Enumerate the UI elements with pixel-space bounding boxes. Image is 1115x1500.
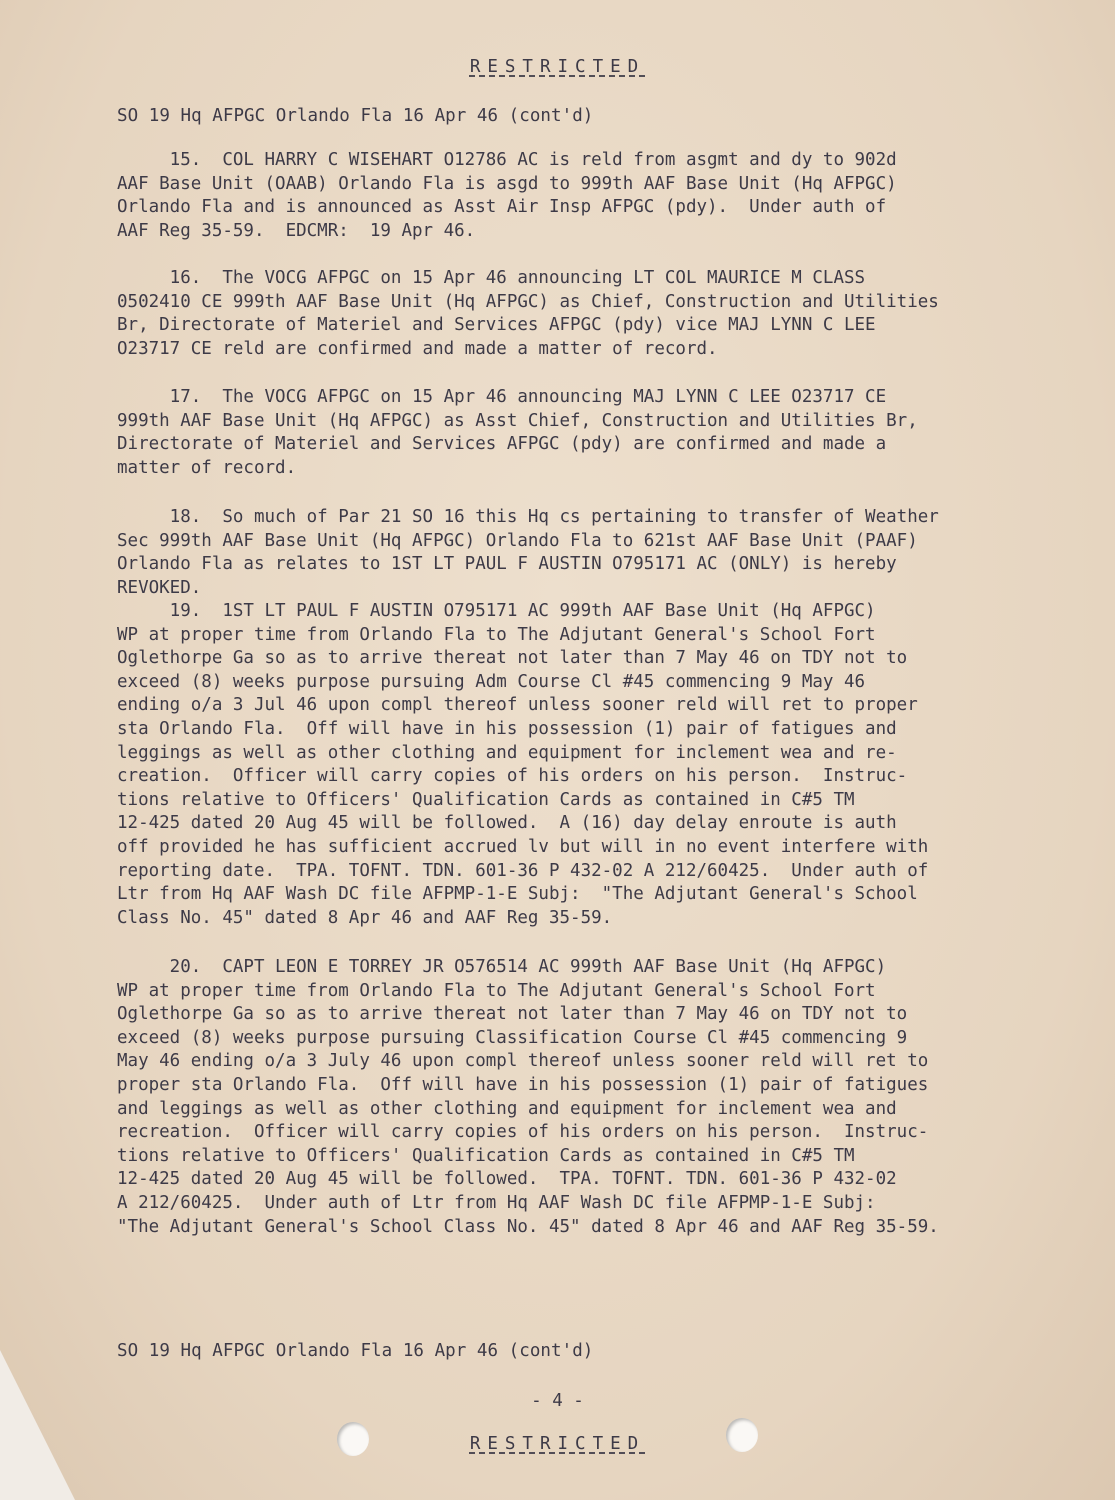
paragraph-line: exceed (8) weeks purpose pursuing Adm Course Cl #45 commencing 9 May 46 [117,671,866,692]
paragraph-15 [117,149,1057,243]
paragraph-line: Oglethorpe Ga so as to arrive thereat not later than 7 May 46 on TDY not to [117,1004,908,1025]
paragraph-line: Sec 999th AAF Base Unit (Hq AFPGC) Orlando Fla to 621st AAF Base Unit (PAAF) [117,530,918,551]
paragraph-line: A 212/60425. Under auth of Ltr from Hq AAF Wash DC file AFPMP-1-E Subj: [117,1192,876,1213]
punch-hole-right [726,1418,758,1452]
paragraph-line: 12-425 dated 20 Aug 45 will be followed. TPA. TOFNT. TDN. 601-36 P 432-02 [117,1169,897,1190]
paragraph-line: 17. The VOCG AFPGC on 15 Apr 46 announcing MAJ LYNN C LEE O23717 CE [117,387,887,407]
header-classification: RESTRICTED [469,57,646,77]
paragraph-line: 20. CAPT LEON E TORREY JR O576514 AC 999th AAF Base Unit (Hq AFPGC) [117,957,887,977]
paragraph-line: WP at proper time from Orlando Fla to The Adjutant General's School Fort [117,624,876,645]
paragraph-line: REVOKED. [117,577,202,598]
paragraph-line: Ltr from Hq AAF Wash DC file AFPMP-1-E Subj: "The Adjutant General's School [117,884,918,905]
paragraph-line: 19. 1ST LT PAUL F AUSTIN O795171 AC 999th AAF Base Unit (Hq AFPGC) [117,601,876,621]
paragraph-line: AAF Reg 35-59. EDCMR: 19 Apr 46. [117,220,476,241]
footer-classification: RESTRICTED [469,1434,646,1454]
paragraph-line: leggings as well as other clothing and equipment for inclement wea and re- [117,742,897,763]
paragraph-line: reporting date. TPA. TOFNT. TDN. 601-36 P 432-02 A 212/60425. Under auth of [117,860,929,881]
paragraph-line: exceed (8) weeks purpose pursuing Classification Course Cl #45 commencing 9 [117,1027,908,1048]
paragraph-line: Orlando Fla as relates to 1ST LT PAUL F AUSTIN O795171 AC (ONLY) is hereby [117,554,897,575]
paragraph-line: Oglethorpe Ga so as to arrive thereat not later than 7 May 46 on TDY not to [117,648,908,669]
paragraph-line: WP at proper time from Orlando Fla to The Adjutant General's School Fort [117,980,876,1001]
paragraph-line: "The Adjutant General's School Class No. 45" dated 8 Apr 46 and AAF Reg 35-59. [117,1216,939,1237]
paragraph-line: ending o/a 3 Jul 46 upon compl thereof unless sooner reld will ret to proper [117,695,918,716]
paragraph-line: Class No. 45" dated 8 Apr 46 and AAF Reg 35-59. [117,907,613,928]
paragraph-line: 18. So much of Par 21 SO 16 this Hq cs pertaining to transfer of Weather [117,507,939,527]
paragraph-16 [117,267,1057,361]
paragraph-line: matter of record. [117,457,297,478]
paragraph-line: tions relative to Officers' Qualification Cards as contained in C#5 TM [117,1145,855,1166]
paragraph-line: Br, Directorate of Materiel and Services AFPGC (pdy) vice MAJ LYNN C LEE [117,315,876,336]
paragraph-18 [117,506,1057,600]
header-order-ref: SO 19 Hq AFPGC Orlando Fla 16 Apr 46 (cont'd) [117,106,594,126]
paragraph-line: O23717 CE reld are confirmed and made a matter of record. [117,338,718,359]
paragraph-line: May 46 ending o/a 3 July 46 upon compl thereof unless sooner reld will ret to [117,1051,929,1072]
paragraph-line: 12-425 dated 20 Aug 45 will be followed. A (16) day delay enroute is auth [117,813,897,834]
paragraph-line: and leggings as well as other clothing and equipment for inclement wea and [117,1098,897,1119]
paragraph-20 [117,956,1057,1239]
paragraph-line: recreation. Officer will carry copies of his orders on his person. Instruc- [117,1122,929,1143]
punch-hole-left [337,1422,369,1456]
page-number: - 4 - [531,1391,584,1411]
paragraph-line: 15. COL HARRY C WISEHART O12786 AC is reld from asgmt and dy to 902d [117,150,897,170]
footer-order-ref: SO 19 Hq AFPGC Orlando Fla 16 Apr 46 (cont'd) [117,1341,594,1361]
paragraph-line: sta Orlando Fla. Off will have in his possession (1) pair of fatigues and [117,718,897,739]
paragraph-line: creation. Officer will carry copies of his orders on his person. Instruc- [117,766,908,787]
paragraph-line: 16. The VOCG AFPGC on 15 Apr 46 announcing LT COL MAURICE M CLASS [117,268,866,288]
paragraph-line: off provided he has sufficient accrued lv but will in no event interfere with [117,836,929,857]
paragraph-line: Directorate of Materiel and Services AFPGC (pdy) are confirmed and made a [117,434,887,455]
paragraph-line: 0502410 CE 999th AAF Base Unit (Hq AFPGC) as Chief, Construction and Utilities [117,291,939,312]
paragraph-19 [117,600,1057,930]
paragraph-line: tions relative to Officers' Qualification Cards as contained in C#5 TM [117,789,855,810]
paragraph-line: AAF Base Unit (OAAB) Orlando Fla is asgd to 999th AAF Base Unit (Hq AFPGC) [117,173,897,194]
paragraph-17 [117,386,1057,480]
paragraph-line: Orlando Fla and is announced as Asst Air Insp AFPGC (pdy). Under auth of [117,197,887,218]
paragraph-line: 999th AAF Base Unit (Hq AFPGC) as Asst Chief, Construction and Utilities Br, [117,410,918,431]
paragraph-line: proper sta Orlando Fla. Off will have in his possession (1) pair of fatigues [117,1074,929,1095]
folded-corner [0,1350,75,1500]
